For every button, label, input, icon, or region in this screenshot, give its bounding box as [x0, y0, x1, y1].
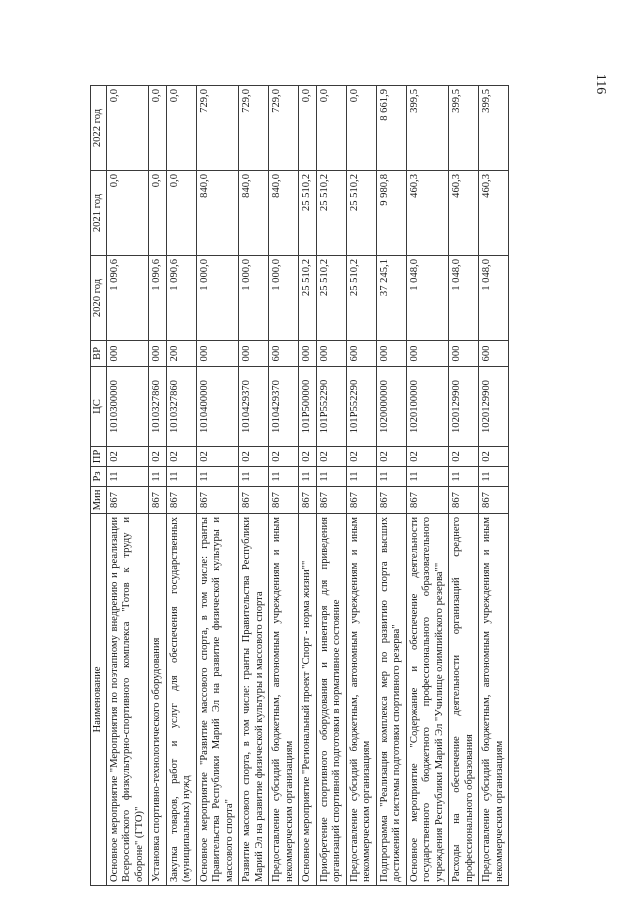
row-cs: 1020129900: [449, 367, 479, 447]
row-2021: 840,0: [269, 171, 299, 256]
row-2021: 0,0: [149, 171, 167, 256]
row-pr: 02: [239, 447, 269, 467]
row-2020: 1 090,6: [149, 256, 167, 341]
row-min: 867: [106, 487, 149, 514]
table-row: [106, 86, 149, 886]
row-2021: 0,0: [166, 171, 196, 256]
row-pr: 02: [406, 447, 449, 467]
row-rz: 11: [196, 467, 239, 487]
row-2021: 460,3: [406, 171, 449, 256]
row-min: 867: [196, 487, 239, 514]
row-cs: 1010429370: [269, 367, 299, 447]
header-2021: 2021 год: [91, 171, 107, 256]
row-vr: 000: [196, 341, 239, 367]
row-name: Закупка товаров, работ и услуг для обеспечения государственных (муниципальных) нужд: [166, 514, 196, 886]
row-cs: 1010327860: [149, 367, 167, 447]
row-min: 867: [239, 487, 269, 514]
row-pr: 02: [299, 447, 317, 467]
header-pr: ПР: [91, 447, 107, 467]
row-name: Основное мероприятие "Мероприятия по поэтапному внедрению и реализации Всероссийского физкультурно-спортивного комплекса "Готов к труду и обороне" (ГТО)": [106, 514, 149, 886]
row-2020: 1 048,0: [479, 256, 509, 341]
row-pr: 02: [196, 447, 239, 467]
row-rz: 11: [149, 467, 167, 487]
row-rz: 11: [106, 467, 149, 487]
row-2021: 460,3: [449, 171, 479, 256]
header-vr: ВР: [91, 341, 107, 367]
row-2022: 8 661,9: [376, 86, 406, 171]
header-cs: ЦС: [91, 367, 107, 447]
row-2020: 37 245,1: [376, 256, 406, 341]
row-2022: 729,0: [239, 86, 269, 171]
table-row: [376, 86, 406, 886]
row-2021: 25 510,2: [316, 171, 346, 256]
row-2022: 729,0: [269, 86, 299, 171]
row-2021: 9 980,8: [376, 171, 406, 256]
row-pr: 02: [346, 447, 376, 467]
row-2022: 399,5: [479, 86, 509, 171]
row-rz: 11: [239, 467, 269, 487]
row-name: Расходы на обеспечение деятельности организаций среднего профессионального образования: [449, 514, 479, 886]
row-2020: 1 090,6: [106, 256, 149, 341]
row-2021: 25 510,2: [299, 171, 317, 256]
table-row: [449, 86, 479, 886]
row-min: 867: [376, 487, 406, 514]
row-vr: 600: [269, 341, 299, 367]
table-header-row: [91, 86, 107, 886]
row-vr: 000: [376, 341, 406, 367]
row-vr: 000: [299, 341, 317, 367]
row-name: Приобретение спортивного оборудования и инвентаря для приведения организаций спортивной подготовки в нормативное состояние: [316, 514, 346, 886]
rotated-content: [90, 86, 630, 886]
row-name: Подпрограмма "Реализация комплекса мер по развитию спорта высших достижений и системы подготовки спортивного резерва": [376, 514, 406, 886]
row-rz: 11: [406, 467, 449, 487]
row-pr: 02: [106, 447, 149, 467]
row-vr: 000: [149, 341, 167, 367]
row-2022: 0,0: [299, 86, 317, 171]
table-row: [166, 86, 196, 886]
table-row: [406, 86, 449, 886]
row-2021: 840,0: [196, 171, 239, 256]
row-2020: 1 048,0: [406, 256, 449, 341]
table-row: [299, 86, 317, 886]
row-cs: 1010300000: [106, 367, 149, 447]
table-row: [479, 86, 509, 886]
row-name: Предоставление субсидий бюджетным, автономным учреждениям и иным некоммерческим организациям: [479, 514, 509, 886]
table-row: [196, 86, 239, 886]
row-2021: 460,3: [479, 171, 509, 256]
row-2020: 25 510,2: [299, 256, 317, 341]
row-rz: 11: [269, 467, 299, 487]
row-name: Основное мероприятие "Содержание и обеспечение деятельности государственного бюджетного профессионального образовательного учреждения Республики Марий Эл "Училище олимпийского резерва"": [406, 514, 449, 886]
row-2020: 25 510,2: [346, 256, 376, 341]
row-cs: 1020129900: [479, 367, 509, 447]
row-min: 867: [149, 487, 167, 514]
row-2021: 840,0: [239, 171, 269, 256]
row-name: Предоставление субсидий бюджетным, автономным учреждениям и иным некоммерческим организациям: [269, 514, 299, 886]
table-row: [269, 86, 299, 886]
row-min: 867: [316, 487, 346, 514]
row-name: Развитие массового спорта, в том числе: гранты Правительства Республики Марий Эл на развитие физической культуры и массового спорта: [239, 514, 269, 886]
row-min: 867: [346, 487, 376, 514]
row-vr: 000: [106, 341, 149, 367]
page-number: 116: [592, 73, 608, 95]
row-cs: 1010327860: [166, 367, 196, 447]
row-name: Основное мероприятие "Развитие массового спорта, в том числе: гранты Правительства Республики Марий Эл на развитие физической культуры и массового спорта": [196, 514, 239, 886]
row-cs: 101P552290: [316, 367, 346, 447]
row-name: Основное мероприятие "Региональный проект "Спорт - норма жизни"": [299, 514, 317, 886]
table-row: [239, 86, 269, 886]
row-rz: 11: [166, 467, 196, 487]
row-min: 867: [299, 487, 317, 514]
row-rz: 11: [449, 467, 479, 487]
row-2022: 399,5: [406, 86, 449, 171]
row-rz: 11: [299, 467, 317, 487]
row-vr: 000: [316, 341, 346, 367]
row-vr: 000: [239, 341, 269, 367]
row-min: 867: [406, 487, 449, 514]
row-2021: 0,0: [106, 171, 149, 256]
row-2022: 0,0: [346, 86, 376, 171]
row-min: 867: [449, 487, 479, 514]
table-row: [149, 86, 167, 886]
row-pr: 02: [479, 447, 509, 467]
row-pr: 02: [269, 447, 299, 467]
row-cs: 101P552290: [346, 367, 376, 447]
row-2022: 0,0: [166, 86, 196, 171]
row-cs: 1020100000: [406, 367, 449, 447]
row-2021: 25 510,2: [346, 171, 376, 256]
row-pr: 02: [149, 447, 167, 467]
row-vr: 000: [449, 341, 479, 367]
row-pr: 02: [449, 447, 479, 467]
row-name: Установка спортивно-технологического оборудования: [149, 514, 167, 886]
row-vr: 200: [166, 341, 196, 367]
row-cs: 1020000000: [376, 367, 406, 447]
row-vr: 600: [479, 341, 509, 367]
header-2022: 2022 год: [91, 86, 107, 171]
row-2022: 399,5: [449, 86, 479, 171]
table-body: [106, 86, 509, 886]
header-2020: 2020 год: [91, 256, 107, 341]
row-cs: 101P500000: [299, 367, 317, 447]
row-min: 867: [479, 487, 509, 514]
row-2022: 0,0: [316, 86, 346, 171]
row-2020: 1 090,6: [166, 256, 196, 341]
row-pr: 02: [166, 447, 196, 467]
row-cs: 1010400000: [196, 367, 239, 447]
row-2022: 0,0: [149, 86, 167, 171]
table-row: [316, 86, 346, 886]
header-name: Наименование: [91, 514, 107, 886]
budget-table: [90, 85, 509, 886]
header-min: Мин: [91, 487, 107, 514]
row-cs: 1010429370: [239, 367, 269, 447]
row-2020: 25 510,2: [316, 256, 346, 341]
row-rz: 11: [346, 467, 376, 487]
row-vr: 600: [346, 341, 376, 367]
row-rz: 11: [376, 467, 406, 487]
row-2020: 1 000,0: [239, 256, 269, 341]
row-min: 867: [269, 487, 299, 514]
row-vr: 000: [406, 341, 449, 367]
table-row: [346, 86, 376, 886]
rotated-page: [90, 86, 630, 886]
row-2022: 729,0: [196, 86, 239, 171]
row-2020: 1 048,0: [449, 256, 479, 341]
row-2020: 1 000,0: [269, 256, 299, 341]
row-2022: 0,0: [106, 86, 149, 171]
header-rz: Рз: [91, 467, 107, 487]
row-name: Предоставление субсидий бюджетным, автономным учреждениям и иным некоммерческим организациям: [346, 514, 376, 886]
row-rz: 11: [479, 467, 509, 487]
row-rz: 11: [316, 467, 346, 487]
row-pr: 02: [316, 447, 346, 467]
row-pr: 02: [376, 447, 406, 467]
row-2020: 1 000,0: [196, 256, 239, 341]
row-min: 867: [166, 487, 196, 514]
